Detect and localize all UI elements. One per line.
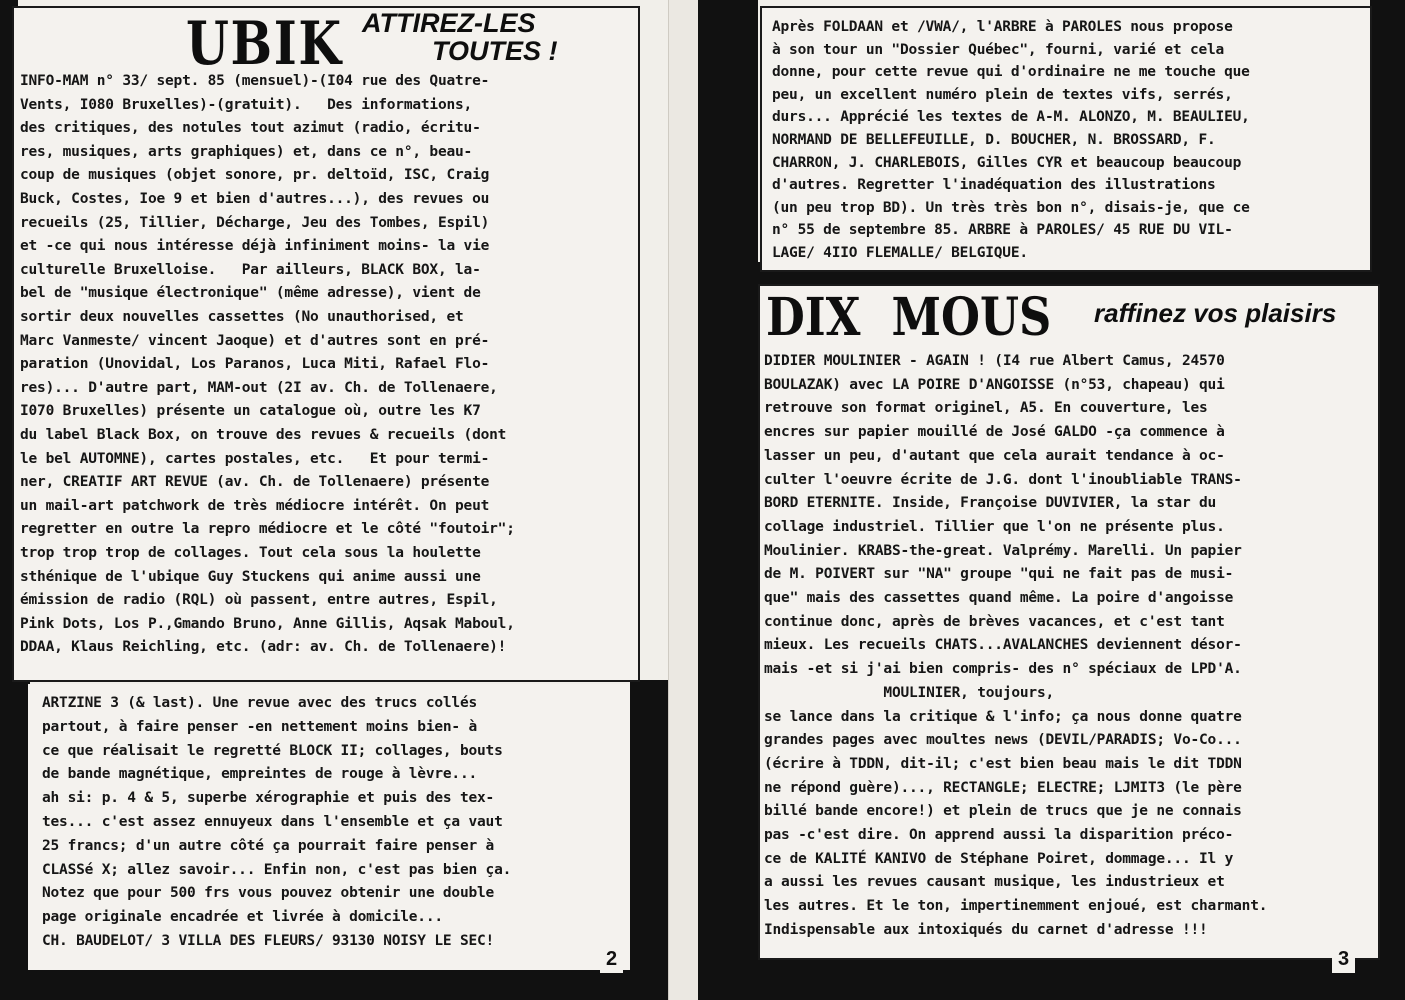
text-line: Moulinier. KRABS-the-great. Valprémy. Marelli. Un papier bbox=[764, 542, 1242, 559]
text-line: trop trop trop de collages. Tout cela sous la houlette bbox=[20, 545, 481, 561]
text-line: regretter en outre la repro médiocre et le côté "foutoir"; bbox=[20, 521, 515, 538]
text-line: DDAA, Klaus Reichling, etc. (adr: av. Ch. de Tollenaere)! bbox=[20, 639, 507, 656]
text-line: LAGE/ 4IIO FLEMALLE/ BELGIQUE. bbox=[772, 245, 1028, 261]
text-line: CLASSé X; allez savoir... Enfin non, c'est pas bien ça. bbox=[42, 861, 512, 878]
text-line: Indispensable aux intoxiqués du carnet d'adresse !!! bbox=[764, 921, 1208, 938]
text-line: d'autres. Regretter l'inadéquation des illustrations bbox=[772, 177, 1216, 194]
ubik-logo: UBIK bbox=[186, 9, 343, 79]
text-line: page originale encadrée et livrée à domicile... bbox=[42, 909, 443, 926]
ink-left-right-strip bbox=[630, 680, 668, 980]
text-line: ah si: p. 4 & 5, superbe xérographie et puis des tex- bbox=[42, 790, 495, 807]
artzine-article bbox=[28, 684, 630, 970]
text-line: émission de radio (RQL) où passent, entre autres, Espil, bbox=[20, 592, 498, 609]
text-line: MOULINIER, toujours, bbox=[764, 684, 1055, 701]
text-line: donne, pour cette revue qui d'ordinaire ne me touche que bbox=[772, 64, 1250, 81]
text-line: les autres. Et le ton, impertinemment enjoué, est charmant. bbox=[764, 898, 1268, 915]
text-line: CH. BAUDELOT/ 3 VILLA DES FLEURS/ 93130 NOISY LE SEC! bbox=[42, 933, 495, 949]
text-line: de M. POIVERT sur "NA" groupe "qui ne fait pas de musi- bbox=[764, 566, 1234, 583]
text-line: partout, à faire penser -en nettement moins bien- à bbox=[42, 718, 478, 735]
text-line: paration (Unovidal, Los Paranos, Luca Miti, Rafael Flo- bbox=[20, 356, 490, 373]
ink-right-page-margin bbox=[698, 0, 758, 1000]
text-line: du label Black Box, on trouve des revues & recueils (dont bbox=[20, 427, 507, 443]
page-fold bbox=[668, 0, 700, 1000]
text-line: (écrire à TDDN, dit-il; c'est bien beau mais le dit TDDN bbox=[764, 755, 1242, 772]
text-line: sortir deux nouvelles cassettes (No unauthorised, et bbox=[20, 309, 464, 325]
text-line: lasser un peu, d'autant que cela aurait tendance à oc- bbox=[764, 447, 1225, 464]
text-line: ARTZINE 3 (& last). Une revue avec des trucs collés bbox=[42, 695, 478, 711]
text-line: DIDIER MOULINIER - AGAIN ! (I4 rue Albert Camus, 24570 bbox=[764, 353, 1225, 369]
text-line: se lance dans la critique & l'info; ça nous donne quatre bbox=[764, 708, 1242, 725]
text-line: ner, CREATIF ART REVUE (av. Ch. de Tollenaere) présente bbox=[20, 474, 490, 491]
text-line: Notez que pour 500 frs vous pouvez obtenir une double bbox=[42, 885, 495, 902]
text-line: grandes pages avec moultes news (DEVIL/PARADIS; Vo-Co... bbox=[764, 732, 1242, 749]
text-line: durs... Apprécié les textes de A-M. ALONZO, M. BEAULIEU, bbox=[772, 109, 1250, 126]
ubik-article bbox=[12, 6, 640, 682]
text-line: INFO-MAM n° 33/ sept. 85 (mensuel)-(I04 rue des Quatre- bbox=[20, 73, 490, 89]
text-line: et -ce qui nous intéresse déjà infiniment moins- la vie bbox=[20, 238, 490, 255]
text-line: peu, un excellent numéro plein de textes vifs, serrés, bbox=[772, 86, 1233, 103]
text-line: BORD ETERNITE. Inside, Françoise DUVIVIER, la star du bbox=[764, 495, 1217, 512]
text-line: à son tour un "Dossier Québec", fourni, varié et cela bbox=[772, 41, 1225, 58]
text-line: I070 Bruxelles) présente un catalogue où, outre les K7 bbox=[20, 403, 481, 420]
ubik-slogan-line1: ATTIREZ-LES bbox=[362, 8, 536, 38]
text-line: Vents, I080 Bruxelles)-(gratuit). Des informations, bbox=[20, 96, 473, 113]
text-line: des critiques, des notules tout azimut (radio, écritu- bbox=[20, 120, 481, 137]
text-line: ce de KALITÉ KANIVO de Stéphane Poiret, dommage... Il y bbox=[764, 850, 1234, 867]
text-line: culter l'oeuvre écrite de J.G. dont l'inoubliable TRANS- bbox=[764, 471, 1242, 488]
text-line: tes... c'est assez ennuyeux dans l'ensemble et ça vaut bbox=[42, 814, 503, 830]
text-line: Pink Dots, Los P.,Gmando Bruno, Anne Gillis, Aqsak Maboul, bbox=[20, 615, 515, 632]
ubik-slogan-line2: TOUTES ! bbox=[432, 36, 558, 66]
text-line: le bel AUTOMNE), cartes postales, etc. Et pour termi- bbox=[20, 450, 490, 467]
text-line: ce que réalisait le regretté BLOCK II; collages, bouts bbox=[42, 742, 503, 759]
text-line: Marc Vanmeste/ vincent Jaoque) et d'autres sont en pré- bbox=[20, 332, 490, 349]
text-line: mieux. Les recueils CHATS...AVALANCHES deviennent désor- bbox=[764, 637, 1242, 654]
text-line: billé bande encore!) et plein de trucs que je ne connais bbox=[764, 803, 1242, 820]
ink-right-top-edge bbox=[1370, 0, 1405, 270]
text-line: recueils (25, Tillier, Décharge, Jeu des Tombes, Espil) bbox=[20, 214, 490, 231]
ink-right-bottom bbox=[698, 955, 1405, 1000]
text-line: res, musiques, arts graphiques) et, dans ce n°, beau- bbox=[20, 143, 473, 160]
text-line: bel de "musique électronique" (même adresse), vient de bbox=[20, 285, 481, 302]
text-line: retrouve son format originel, A5. En couverture, les bbox=[764, 400, 1208, 417]
ink-left-margin-strip bbox=[0, 660, 30, 1000]
text-line: de bande magnétique, empreintes de rouge à lèvre... bbox=[42, 766, 478, 783]
text-line: Buck, Costes, Ioe 9 et bien d'autres...), des revues ou bbox=[20, 191, 490, 207]
text-line: n° 55 de septembre 85. ARBRE à PAROLES/ 45 RUE DU VIL- bbox=[772, 222, 1233, 239]
text-line: Après FOLDAAN et /VWA/, l'ARBRE à PAROLES nous propose bbox=[772, 19, 1233, 35]
text-line: mais -et si j'ai bien compris- des n° spéciaux de LPD'A. bbox=[764, 661, 1242, 678]
dixmous-slogan: raffinez vos plaisirs bbox=[1094, 298, 1337, 328]
dixmous-article bbox=[758, 284, 1380, 960]
text-line: encres sur papier mouillé de José GALDO -ça commence à bbox=[764, 424, 1225, 441]
page-number-left: 2 bbox=[600, 946, 623, 973]
text-line: ne répond guère)..., RECTANGLE; ELECTRE; LJMIT3 (le père bbox=[764, 779, 1242, 796]
dixmous-logo: DIX MOUS bbox=[766, 287, 1052, 348]
text-line: a aussi les revues causant musique, les industrieux et bbox=[764, 874, 1225, 891]
text-line: 25 francs; d'un autre côté ça pourrait faire penser à bbox=[42, 837, 495, 854]
text-line: coup de musiques (objet sonore, pr. deltoïd, ISC, Craig bbox=[20, 167, 490, 184]
text-line: NORMAND DE BELLEFEUILLE, D. BOUCHER, N. BROSSARD, F. bbox=[772, 132, 1216, 148]
arbre-article bbox=[760, 6, 1372, 272]
page-number-right: 3 bbox=[1332, 946, 1355, 973]
text-line: culturelle Bruxelloise. Par ailleurs, BLACK BOX, la- bbox=[20, 261, 481, 278]
text-line: pas -c'est dire. On apprend aussi la disparition préco- bbox=[764, 827, 1234, 843]
text-line: res)... D'autre part, MAM-out (2I av. Ch. de Tollenaere, bbox=[20, 379, 498, 396]
text-line: continue donc, après de brèves vacances, et c'est tant bbox=[764, 613, 1225, 630]
text-line: CHARRON, J. CHARLEBOIS, Gilles CYR et beaucoup beaucoup bbox=[772, 154, 1242, 171]
text-line: collage industriel. Tillier que l'on ne présente plus. bbox=[764, 518, 1225, 535]
text-line: (un peu trop BD). Un très très bon n°, disais-je, que ce bbox=[772, 199, 1250, 216]
text-line: un mail-art patchwork de très médiocre intérêt. On peut bbox=[20, 497, 490, 514]
text-line: sthénique de l'ubique Guy Stuckens qui anime aussi une bbox=[20, 568, 481, 585]
text-line: BOULAZAK) avec LA POIRE D'ANGOISSE (n°53, chapeau) qui bbox=[764, 376, 1225, 393]
text-line: que" mais des cassettes quand même. La poire d'angoisse bbox=[764, 590, 1234, 606]
